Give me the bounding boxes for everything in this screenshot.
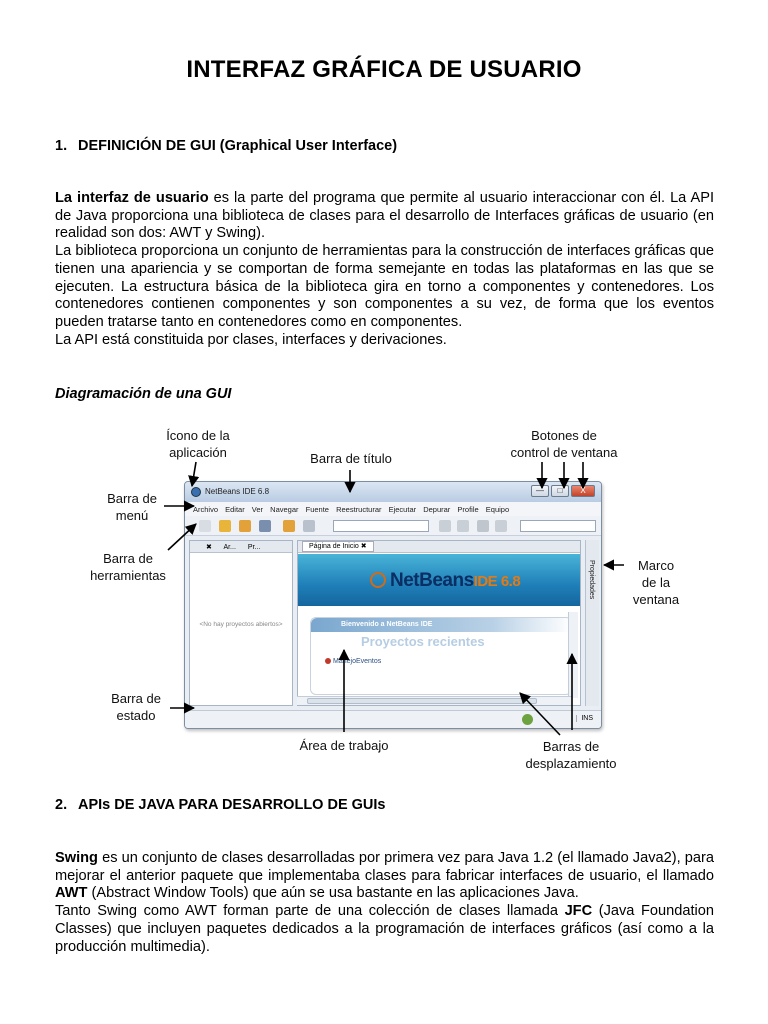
welcome-title: Bienvenido a NetBeans IDE bbox=[311, 618, 571, 632]
menu-item-ejecutar[interactable]: Ejecutar bbox=[388, 505, 417, 514]
text: (Java Foundation Classes) que incluyen paquetes dedicados a la programación de interfaces gráficos (así como a la producción multimedia). bbox=[55, 903, 714, 955]
recent-project-link[interactable]: ManejoEventos bbox=[325, 658, 381, 665]
label-scrollbars: Barras de desplazamiento bbox=[525, 739, 617, 771]
label-work-area: Área de trabajo bbox=[299, 738, 389, 753]
menu-item-depurar[interactable]: Depurar bbox=[423, 505, 451, 514]
section-title: DEFINICIÓN DE GUI (Graphical User Interface) bbox=[78, 138, 398, 154]
menu-item-navegar[interactable]: Navegar bbox=[270, 505, 299, 514]
window-title: NetBeans IDE 6.8 bbox=[205, 487, 270, 496]
maximize-button[interactable]: □ bbox=[551, 485, 569, 497]
paragraph bbox=[55, 190, 714, 243]
label-window-buttons: Botones de control de ventana bbox=[510, 428, 618, 460]
tab-proyectos[interactable]: Pr... bbox=[247, 544, 261, 551]
panel-tab-close-icon[interactable]: ✖ bbox=[206, 544, 212, 551]
diagram-heading: Diagramación de una GUI bbox=[55, 386, 232, 402]
section-number: 2. bbox=[55, 797, 68, 813]
paragraph: La API está constituida por clases, interfaces y derivaciones. bbox=[55, 331, 447, 348]
tab-archivos[interactable]: Ar... bbox=[223, 544, 236, 551]
label-menu-bar: Barra de menú bbox=[107, 491, 157, 523]
page-title: INTERFAZ GRÁFICA DE USUARIO bbox=[186, 56, 582, 83]
arrow-app-icon bbox=[192, 462, 196, 486]
label-window-frame: Marco de la ventana bbox=[632, 558, 680, 607]
text: Tanto Swing como AWT forman parte de una colección de clases llamada bbox=[55, 903, 565, 920]
label-app-icon: Ícono de la aplicación bbox=[166, 428, 230, 460]
recent-projects-heading: Proyectos recientes bbox=[361, 634, 485, 649]
annotation-arrows bbox=[0, 410, 768, 780]
section-1-heading bbox=[55, 138, 397, 154]
bold-term: La interfaz de usuario bbox=[55, 190, 209, 206]
menu-item-reestructurar[interactable]: Reestructurar bbox=[336, 505, 382, 514]
section-2-body bbox=[55, 850, 714, 956]
text: (Abstract Window Tools) que aún se usa bastante en las aplicaciones Java. bbox=[87, 885, 579, 902]
logo-version: IDE 6.8 bbox=[473, 573, 521, 590]
label-title-bar: Barra de título bbox=[310, 451, 392, 466]
menu-item-editar[interactable]: Editar bbox=[225, 505, 245, 514]
label-toolbar: Barra de herramientas bbox=[90, 551, 166, 583]
properties-label[interactable]: Propiedades bbox=[588, 560, 595, 600]
menu-item-archivo[interactable]: Archivo bbox=[193, 505, 219, 514]
paragraph bbox=[55, 850, 714, 903]
paragraph bbox=[55, 903, 714, 956]
paragraph: La biblioteca proporciona un conjunto de herramientas para la construcción de interfaces gráficas que tienen una apariencia y se comportan de forma semejante en todas las plataformas en las que se ejecuten. La estructura básica de la biblioteca gira en torno a componentes y contenedores. Los contenedores contienen componentes y son componentes a su vez, de forma que los eventos pueden tratarse tanto en contenedores como en componentes. bbox=[55, 243, 714, 330]
label-status-bar: Barra de estado bbox=[111, 691, 161, 723]
gui-diagram bbox=[0, 410, 768, 780]
bold-term: AWT bbox=[55, 885, 88, 902]
section-2-heading bbox=[55, 797, 386, 813]
bold-term: Swing bbox=[55, 850, 98, 866]
menu-item-profile[interactable]: Profile bbox=[457, 505, 479, 514]
minimize-button[interactable]: — bbox=[531, 485, 549, 497]
insert-mode-indicator: INS bbox=[576, 715, 593, 722]
no-projects-text: <No hay proyectos abiertos> bbox=[199, 621, 283, 628]
arrow-toolbar bbox=[168, 524, 196, 550]
menu-item-ver[interactable]: Ver bbox=[251, 505, 264, 514]
logo-text: NetBeans bbox=[390, 570, 474, 591]
section-number: 1. bbox=[55, 138, 68, 154]
menu-item-equipo[interactable]: Equipo bbox=[485, 505, 510, 514]
tab-label: Página de Inicio bbox=[309, 543, 359, 550]
bold-term: JFC bbox=[564, 903, 593, 920]
arrow-hscroll bbox=[520, 693, 560, 735]
text: es la parte del programa que permite al usuario interaccionar con él. La API de Java proporciona una biblioteca de clases para el desarrollo de Interfaces gráficas de usuario (en realidad son dos: AWT y Swing). bbox=[55, 190, 714, 242]
menu-item-fuente[interactable]: Fuente bbox=[305, 505, 329, 514]
tab-close-icon[interactable]: ✖ bbox=[360, 543, 367, 550]
section-1-body bbox=[55, 190, 714, 349]
close-button[interactable]: X bbox=[571, 485, 595, 497]
text: es un conjunto de clases desarrolladas por primera vez para Java 1.2 (el llamado Java2), para mejorar el anterior paquete que implementaba clases para fabricar interfaces de usuario, el llamado bbox=[55, 850, 714, 884]
section-title: APIs DE JAVA PARA DESARROLLO DE GUIs bbox=[78, 797, 386, 813]
